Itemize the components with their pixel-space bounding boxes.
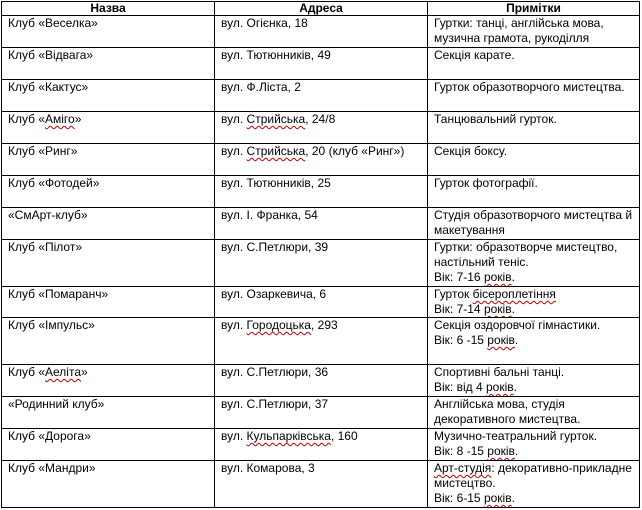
cell-address: вул. Городоцька, 293 — [215, 318, 428, 365]
cell-name: Клуб «Аміго» — [2, 112, 215, 144]
cell-address: вул. Ф.Ліста, 2 — [215, 80, 428, 112]
table-row — [2, 208, 640, 240]
cell-name: «СмАрт-клуб» — [2, 208, 215, 240]
cell-notes: Гурток фотографії. — [428, 176, 640, 208]
cell-address: вул. Комарова, 3 — [215, 461, 428, 508]
table-row — [2, 287, 640, 318]
cell-address: вул. С.Петлюри, 37 — [215, 397, 428, 429]
cell-name: Клуб «Фотодей» — [2, 176, 215, 208]
cell-name: Клуб «Кактус» — [2, 80, 215, 112]
cell-name: Клуб «Мандри» — [2, 461, 215, 508]
table-row — [2, 318, 640, 365]
cell-address: вул. Тютюнників, 49 — [215, 48, 428, 80]
table-row — [2, 365, 640, 397]
cell-address: вул. Стрийська, 20 (клуб «Ринг») — [215, 144, 428, 176]
cell-name: Клуб «Помаранч» — [2, 287, 215, 318]
header-address: Адреса — [215, 2, 428, 16]
table-row — [2, 144, 640, 176]
cell-notes: Секція оздоровчої гімнастики. Вік: 6 -15 років. — [428, 318, 640, 365]
cell-notes: Спортивні бальні танці. Вік: від 4 років. — [428, 365, 640, 397]
cell-address: вул. С.Петлюри, 39 — [215, 240, 428, 287]
cell-name: Клуб «Дорога» — [2, 429, 215, 461]
clubs-table — [1, 1, 640, 508]
table-row — [2, 112, 640, 144]
table-row — [2, 240, 640, 287]
cell-name: Клуб «Веселка» — [2, 16, 215, 48]
table-row — [2, 461, 640, 508]
cell-notes: Гурток бісероплетіння Вік: 7-14 років. — [428, 287, 640, 318]
cell-notes: Арт-студія: декоративно-прикладне мистецтво. Вік: 6-15 років. — [428, 461, 640, 508]
cell-notes: Гуртки: танці, англійська мова, музична грамота, рукоділля — [428, 16, 640, 48]
cell-name: Клуб «Аеліта» — [2, 365, 215, 397]
cell-name: Клуб «Відвага» — [2, 48, 215, 80]
table-row — [2, 48, 640, 80]
table-row — [2, 397, 640, 429]
table-row — [2, 176, 640, 208]
table-header-row — [2, 2, 640, 16]
cell-notes: Секція боксу. — [428, 144, 640, 176]
table-row — [2, 80, 640, 112]
cell-notes: Англійська мова, студія декоративного мистецтва. — [428, 397, 640, 429]
cell-name: «Родинний клуб» — [2, 397, 215, 429]
cell-address: вул. Озаркевича, 6 — [215, 287, 428, 318]
header-notes: Примітки — [428, 2, 640, 16]
cell-address: вул. Кульпарківська, 160 — [215, 429, 428, 461]
cell-notes: Секція карате. — [428, 48, 640, 80]
cell-address: вул. Стрийська, 24/8 — [215, 112, 428, 144]
cell-notes: Гуртки: образотворче мистецтво, настільний теніс. Вік: 7-16 років. — [428, 240, 640, 287]
cell-name: Клуб «Імпульс» — [2, 318, 215, 365]
cell-notes: Гурток образотворчого мистецтва. — [428, 80, 640, 112]
table-row — [2, 16, 640, 48]
cell-address: вул. Огієнка, 18 — [215, 16, 428, 48]
table-row — [2, 429, 640, 461]
cell-notes: Танцювальний гурток. — [428, 112, 640, 144]
cell-name: Клуб «Пілот» — [2, 240, 215, 287]
cell-notes: Музично-театральний гурток. Вік: 8 -15 років. — [428, 429, 640, 461]
cell-address: вул. С.Петлюри, 36 — [215, 365, 428, 397]
cell-notes: Студія образотворчого мистецтва й макетування — [428, 208, 640, 240]
header-name: Назва — [2, 2, 215, 16]
cell-address: вул. Тютюнників, 25 — [215, 176, 428, 208]
cell-address: вул. І. Франка, 54 — [215, 208, 428, 240]
cell-name: Клуб «Ринг» — [2, 144, 215, 176]
